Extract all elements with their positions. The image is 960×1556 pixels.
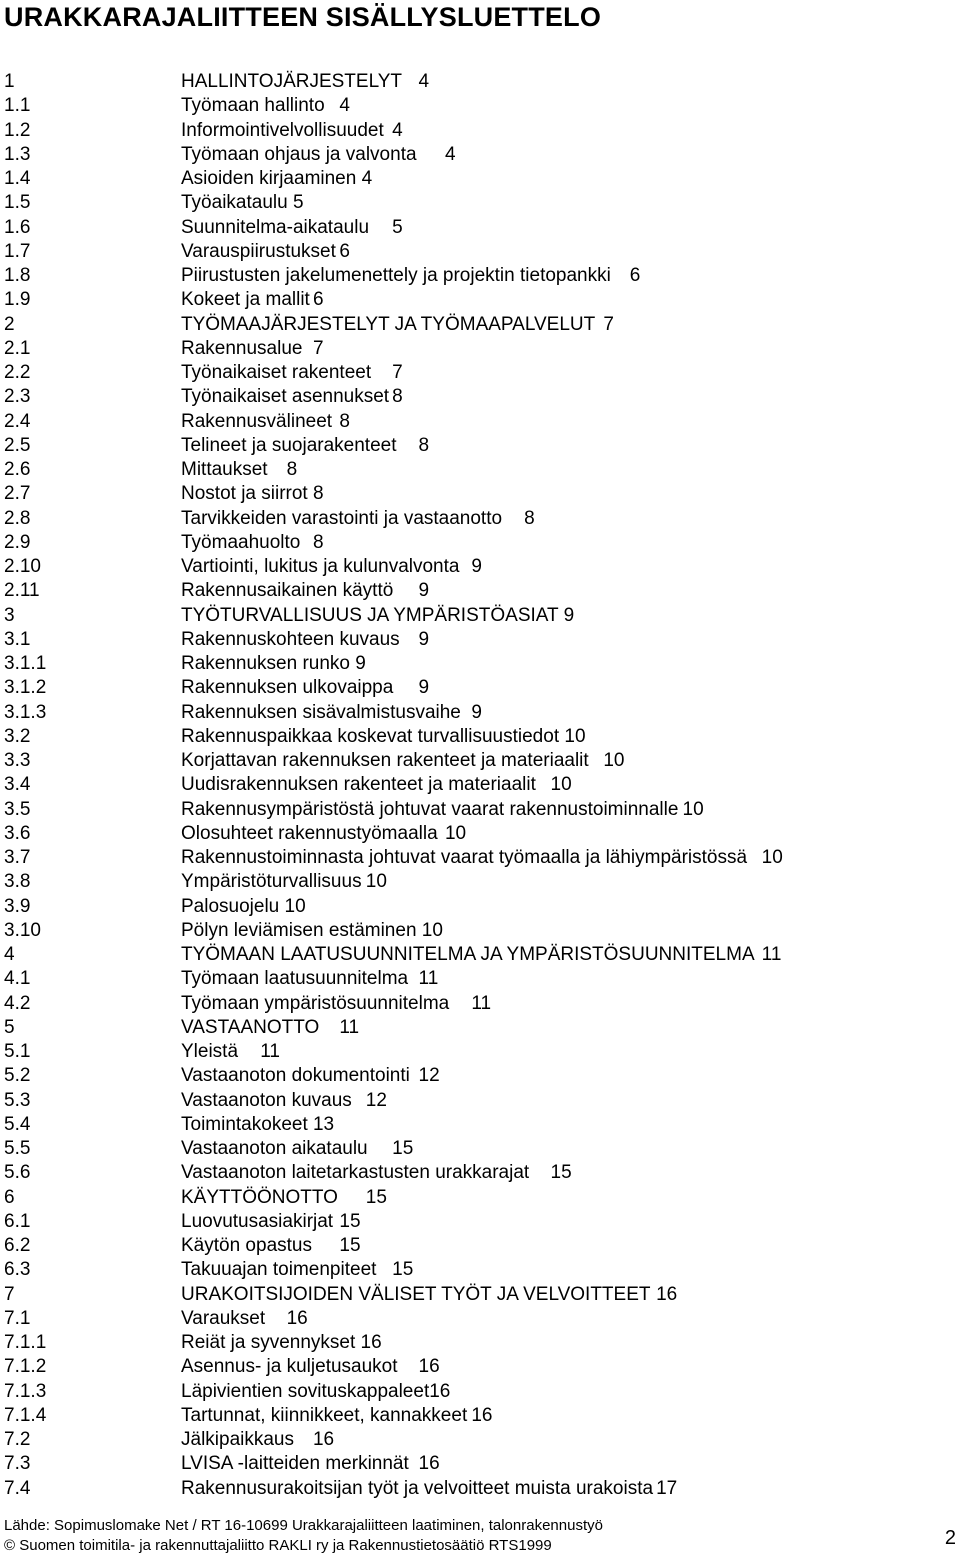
- toc-entry: [4, 410, 954, 434]
- toc-entry-title: Takuuajan toimenpiteet 15: [181, 1259, 414, 1281]
- toc-entry-number: 2.2: [4, 362, 31, 383]
- toc-entry-number: 7: [4, 1283, 15, 1305]
- toc-entry-number: 7.1.1: [4, 1332, 47, 1353]
- toc-entry-number: 5: [4, 1016, 15, 1038]
- toc-entry-number: 2.7: [4, 483, 31, 505]
- toc-entry-title: Luovutusasiakirjat 15: [181, 1210, 361, 1232]
- toc-entry-number: 5.2: [4, 1065, 31, 1087]
- toc-entry-title: Rakennuksen sisävalmistusvaihe 9: [181, 701, 482, 723]
- toc-entry-number: 5.3: [4, 1089, 31, 1111]
- toc-entry-title: Työmaahuolto 8: [181, 531, 324, 553]
- toc-entry: [4, 264, 954, 288]
- toc-entry: [4, 1137, 954, 1161]
- toc-entry-title: Työnaikaiset rakenteet 7: [181, 362, 403, 383]
- toc-entry-title: Rakennusympäristöstä johtuvat vaarat rakennustoiminnalle 10: [181, 798, 704, 820]
- toc-entry-title: Tartunnat, kiinnikkeet, kannakkeet 16: [181, 1404, 493, 1426]
- footer-source: Lähde: Sopimuslomake Net / RT 16-10699 Urakkarajaliitteen laatiminen, talonrakennustyö: [4, 1517, 603, 1534]
- toc-entry-number: 3.1.3: [4, 701, 47, 723]
- toc-entry: [4, 943, 954, 967]
- toc-entry: [4, 94, 954, 118]
- toc-entry-title: Rakennuksen runko 9: [181, 653, 366, 674]
- toc-entry-title: Varauspiirustukset 6: [181, 240, 350, 262]
- toc-entry: [4, 846, 954, 870]
- toc-entry-number: 1.4: [4, 168, 31, 189]
- toc-entry-title: Asennus- ja kuljetusaukot 16: [181, 1356, 440, 1378]
- toc-entry-title: Työnaikaiset asennukset 8: [181, 386, 403, 408]
- toc-entry: [4, 240, 954, 264]
- toc-entry-title: Työmaan hallinto 4: [181, 95, 350, 117]
- toc-entry: [4, 676, 954, 700]
- toc-entry-title: HALLINTOJÄRJESTELYT 4: [181, 71, 430, 92]
- toc-entry-title: Rakennuspaikkaa koskevat turvallisuustiedot 10: [181, 725, 586, 747]
- toc-entry: [4, 1452, 954, 1476]
- toc-entry-number: 6.2: [4, 1235, 31, 1256]
- toc-entry-number: 4.2: [4, 992, 31, 1014]
- toc-entry-number: 1: [4, 71, 15, 92]
- toc-entry: [4, 1210, 954, 1234]
- toc-entry-title: Suunnitelma-aikataulu 5: [181, 216, 403, 238]
- toc-entry-number: 6: [4, 1186, 15, 1208]
- toc-entry-title: Yleistä 11: [181, 1041, 280, 1062]
- toc-entry: [4, 652, 954, 676]
- toc-entry: [4, 822, 954, 846]
- toc-entry-title: Työmaan ympäristösuunnitelma 11: [181, 992, 492, 1014]
- toc-entry-number: 1.5: [4, 192, 31, 214]
- toc-entry: [4, 1307, 954, 1331]
- toc-entry-title: Uudisrakennuksen rakenteet ja materiaalit 10: [181, 774, 572, 796]
- toc-entry-title: Ympäristöturvallisuus 10: [181, 871, 387, 893]
- toc-entry-title: Rakennusurakoitsijan työt ja velvoitteet muista urakoista 17: [181, 1477, 678, 1499]
- toc-entry-title: Kokeet ja mallit 6: [181, 289, 324, 311]
- toc-entry: [4, 1258, 954, 1282]
- toc-entry-title: Rakennusaikainen käyttö 9: [181, 580, 430, 602]
- toc-entry-number: 1.1: [4, 95, 31, 117]
- toc-entry-title: Rakennustoiminnasta johtuvat vaarat työmaalla ja lähiympäristössä 10: [181, 847, 783, 868]
- toc-entry: [4, 1404, 954, 1428]
- toc-entry: [4, 1234, 954, 1258]
- toc-entry: [4, 167, 954, 191]
- toc-entry: [4, 798, 954, 822]
- toc-entry-title: TYÖMAAJÄRJESTELYT JA TYÖMAAPALVELUT 7: [181, 313, 614, 335]
- toc-entry: [4, 507, 954, 531]
- toc-entry: [4, 288, 954, 312]
- toc-entry-number: 3.9: [4, 895, 31, 917]
- toc-entry-number: 3.8: [4, 871, 31, 893]
- toc-entry-number: 6.3: [4, 1259, 31, 1281]
- page-title: URAKKARAJALIITTEEN SISÄLLYSLUETTELO: [4, 2, 602, 32]
- toc-entry-number: 3.5: [4, 798, 31, 820]
- toc-entry-number: 7.4: [4, 1477, 31, 1499]
- table-of-contents: [4, 70, 954, 1501]
- toc-entry-number: 2.8: [4, 507, 31, 529]
- toc-entry: [4, 385, 954, 409]
- toc-entry-number: 2.11: [4, 580, 40, 602]
- toc-entry: [4, 749, 954, 773]
- toc-entry-title: Mittaukset 8: [181, 459, 298, 480]
- toc-entry-title: Työmaan laatusuunnitelma 11: [181, 968, 439, 990]
- toc-entry: [4, 895, 954, 919]
- toc-entry-number: 5.1: [4, 1041, 31, 1062]
- toc-entry-title: LVISA -laitteiden merkinnät 16: [181, 1453, 440, 1475]
- toc-entry-title: Läpivientien sovituskappaleet16: [181, 1380, 451, 1402]
- toc-entry: [4, 1064, 954, 1088]
- toc-entry: [4, 1428, 954, 1452]
- toc-entry: [4, 919, 954, 943]
- toc-entry-number: 3.7: [4, 847, 31, 868]
- toc-entry: [4, 70, 954, 94]
- toc-entry-title: Vastaanoton laitetarkastusten urakkarajat 15: [181, 1162, 572, 1184]
- toc-entry-title: Käytön opastus 15: [181, 1235, 361, 1256]
- toc-entry-title: Vartiointi, lukitus ja kulunvalvonta 9: [181, 556, 482, 577]
- toc-entry-number: 6.1: [4, 1210, 31, 1232]
- toc-entry: [4, 119, 954, 143]
- toc-entry: [4, 555, 954, 579]
- toc-entry: [4, 143, 954, 167]
- toc-entry-number: 5.5: [4, 1138, 31, 1159]
- toc-entry-number: 3.1.1: [4, 653, 47, 674]
- toc-entry-number: 7.1.4: [4, 1404, 47, 1426]
- toc-entry: [4, 482, 954, 506]
- toc-entry-number: 3: [4, 604, 15, 626]
- toc-entry-title: Varaukset 16: [181, 1307, 308, 1329]
- toc-entry: [4, 337, 954, 361]
- toc-entry-title: KÄYTTÖÖNOTTO 15: [181, 1186, 387, 1208]
- toc-entry-title: TYÖTURVALLISUUS JA YMPÄRISTÖASIAT 9: [181, 604, 575, 626]
- toc-entry: [4, 458, 954, 482]
- toc-entry-number: 7.2: [4, 1429, 31, 1450]
- toc-entry-title: Palosuojelu 10: [181, 895, 306, 917]
- toc-entry: [4, 1113, 954, 1137]
- toc-entry: [4, 531, 954, 555]
- page-number: 2: [944, 1527, 956, 1549]
- toc-entry-title: Rakennusalue 7: [181, 337, 324, 359]
- toc-entry-number: 1.3: [4, 143, 31, 165]
- toc-entry-title: Telineet ja suojarakenteet 8: [181, 434, 430, 456]
- toc-entry-title: Informointivelvollisuudet 4: [181, 119, 403, 141]
- toc-entry: [4, 216, 954, 240]
- toc-entry-number: 2: [4, 313, 15, 335]
- toc-entry-title: Tarvikkeiden varastointi ja vastaanotto 8: [181, 507, 535, 529]
- toc-entry-number: 1.7: [4, 240, 31, 262]
- toc-entry-number: 3.1.2: [4, 677, 47, 699]
- toc-entry-number: 3.1: [4, 628, 31, 650]
- toc-entry: [4, 967, 954, 991]
- toc-entry-title: Toimintakokeet 13: [181, 1113, 335, 1135]
- toc-entry-title: Työmaan ohjaus ja valvonta 4: [181, 143, 456, 165]
- toc-entry: [4, 870, 954, 894]
- toc-entry-number: 1.6: [4, 216, 31, 238]
- toc-entry: [4, 1380, 954, 1404]
- toc-entry-number: 2.5: [4, 434, 31, 456]
- toc-entry-title: Nostot ja siirrot 8: [181, 483, 324, 505]
- toc-entry-title: Rakennusvälineet 8: [181, 410, 350, 432]
- toc-entry-number: 3.10: [4, 919, 41, 941]
- toc-entry-title: Vastaanoton kuvaus 12: [181, 1089, 387, 1111]
- toc-entry-title: Olosuhteet rakennustyömaalla 10: [181, 822, 467, 844]
- toc-entry-title: Asioiden kirjaaminen 4: [181, 168, 373, 189]
- toc-entry-number: 2.9: [4, 531, 31, 553]
- toc-entry: [4, 773, 954, 797]
- toc-entry: [4, 579, 954, 603]
- toc-entry-number: 2.6: [4, 459, 31, 480]
- toc-entry-number: 3.2: [4, 725, 31, 747]
- toc-entry-number: 3.3: [4, 750, 31, 771]
- toc-entry: [4, 1331, 954, 1355]
- toc-entry-number: 5.4: [4, 1113, 31, 1135]
- toc-entry-number: 4.1: [4, 968, 31, 990]
- toc-entry: [4, 1040, 954, 1064]
- toc-entry-title: VASTAANOTTO 11: [181, 1016, 360, 1038]
- toc-entry: [4, 361, 954, 385]
- toc-entry-number: 5.6: [4, 1162, 31, 1184]
- toc-entry-number: 2.3: [4, 386, 31, 408]
- toc-entry-number: 1.9: [4, 289, 31, 311]
- toc-entry-title: Piirustusten jakelumenettely ja projektin tietopankki 6: [181, 265, 641, 286]
- toc-entry-title: Työaikataulu 5: [181, 192, 304, 214]
- toc-entry-title: Reiät ja syvennykset 16: [181, 1332, 382, 1353]
- toc-entry: [4, 191, 954, 215]
- toc-entry: [4, 1186, 954, 1210]
- toc-entry-number: 7.1.2: [4, 1356, 47, 1378]
- toc-entry-title: Rakennuksen ulkovaippa 9: [181, 677, 430, 699]
- toc-entry-number: 7.1: [4, 1307, 31, 1329]
- toc-entry: [4, 1089, 954, 1113]
- footer: [4, 1516, 956, 1556]
- toc-entry: [4, 1283, 954, 1307]
- toc-entry-title: Korjattavan rakennuksen rakenteet ja materiaalit 10: [181, 750, 625, 771]
- toc-entry-number: 7.1.3: [4, 1380, 47, 1402]
- toc-entry-number: 2.10: [4, 556, 41, 577]
- toc-entry: [4, 1161, 954, 1185]
- toc-entry: [4, 628, 954, 652]
- toc-entry: [4, 313, 954, 337]
- toc-entry: [4, 992, 954, 1016]
- toc-entry-number: 3.6: [4, 822, 31, 844]
- toc-entry: [4, 604, 954, 628]
- toc-entry-title: TYÖMAAN LAATUSUUNNITELMA JA YMPÄRISTÖSUUNNITELMA 11: [181, 944, 782, 965]
- toc-entry-number: 2.1: [4, 337, 31, 359]
- toc-entry: [4, 1477, 954, 1501]
- toc-entry: [4, 725, 954, 749]
- toc-entry-title: Rakennuskohteen kuvaus 9: [181, 628, 430, 650]
- toc-entry-title: Pölyn leviämisen estäminen 10: [181, 919, 443, 941]
- toc-entry: [4, 701, 954, 725]
- toc-entry-number: 2.4: [4, 410, 31, 432]
- toc-entry-number: 1.2: [4, 119, 31, 141]
- toc-entry-number: 3.4: [4, 774, 31, 796]
- toc-entry: [4, 1355, 954, 1379]
- toc-entry-number: 7.3: [4, 1453, 31, 1475]
- toc-entry-number: 4: [4, 944, 15, 965]
- toc-entry-title: Vastaanoton aikataulu 15: [181, 1138, 414, 1159]
- footer-copyright: © Suomen toimitila- ja rakennuttajaliitto RAKLI ry ja Rakennustietosäätiö RTS1999: [4, 1537, 552, 1554]
- toc-entry-title: Jälkipaikkaus 16: [181, 1429, 335, 1450]
- toc-entry-number: 1.8: [4, 265, 31, 286]
- toc-entry: [4, 1016, 954, 1040]
- toc-entry: [4, 434, 954, 458]
- toc-entry-title: Vastaanoton dokumentointi 12: [181, 1065, 440, 1087]
- toc-entry-title: URAKOITSIJOIDEN VÄLISET TYÖT JA VELVOITTEET 16: [181, 1283, 678, 1305]
